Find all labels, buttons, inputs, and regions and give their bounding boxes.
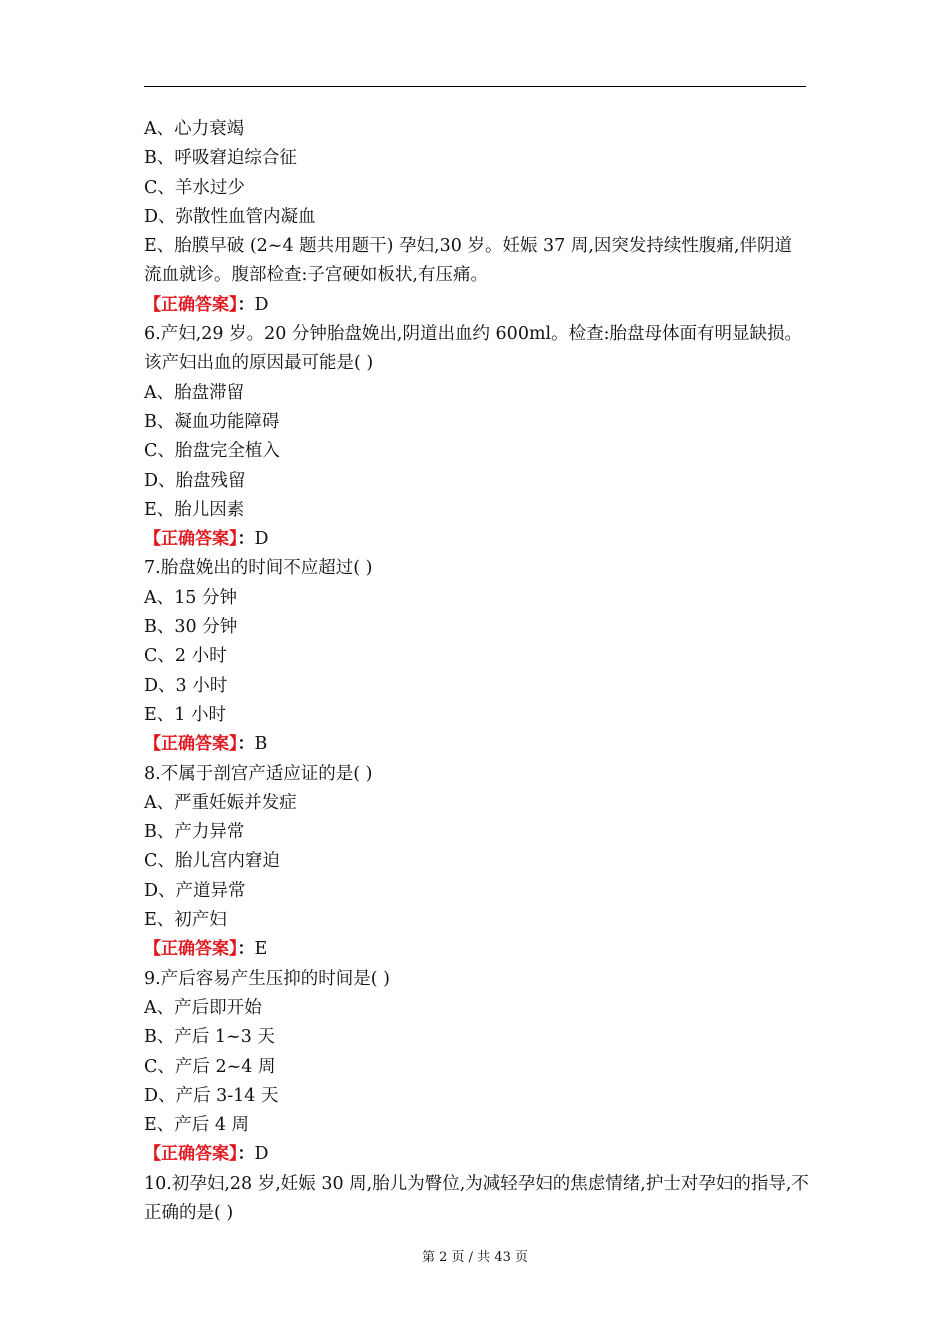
question-7	[144, 554, 809, 759]
correct-answer	[144, 730, 809, 759]
answer-value: E	[254, 939, 268, 960]
option-c: C、羊水过少	[144, 177, 245, 198]
answer-label: 【正确答案】	[144, 294, 238, 315]
answer-value: D	[254, 294, 269, 315]
option-d: D、产后 3-14 天	[144, 1085, 279, 1106]
question-stem: 10.初孕妇,28 岁,妊娠 30 周,胎儿为臀位,为减轻孕妇的焦虑情绪,护士对孕妇的指导,不正确的是( )	[144, 1173, 809, 1223]
answer-colon: ：	[237, 294, 255, 315]
option-a: A、严重妊娠并发症	[144, 792, 297, 813]
answer-colon: ：	[237, 529, 255, 550]
question-stem: 7.胎盘娩出的时间不应超过( )	[144, 558, 373, 579]
option-e: E、产后 4 周	[144, 1115, 250, 1136]
option-e: E、初产妇	[144, 910, 227, 931]
answer-value: B	[254, 734, 268, 755]
option-a: A、胎盘滞留	[144, 382, 245, 403]
answer-value: D	[254, 529, 269, 550]
question-5-tail	[144, 115, 809, 320]
correct-answer	[144, 1140, 809, 1169]
question-stem: 9.产后容易产生压抑的时间是( )	[144, 968, 390, 989]
question-8	[144, 760, 809, 965]
option-a: A、15 分钟	[144, 587, 237, 608]
option-d: D、产道异常	[144, 880, 246, 901]
option-e: E、胎儿因素	[144, 499, 245, 520]
answer-label: 【正确答案】	[144, 529, 238, 550]
page-content	[144, 115, 809, 1228]
option-e: E、胎膜早破 (2~4 题共用题干) 孕妇,30 岁。妊娠 37 周,因突发持续性腹痛,伴阴道流血就诊。腹部检查:子宫硬如板状,有压痛。	[144, 236, 792, 286]
option-c: C、产后 2~4 周	[144, 1056, 276, 1077]
correct-answer	[144, 291, 809, 320]
option-c: C、2 小时	[144, 646, 227, 667]
question-10	[144, 1170, 809, 1229]
option-d: D、胎盘残留	[144, 470, 246, 491]
option-a: A、心力衰竭	[144, 119, 245, 139]
option-c: C、胎儿宫内窘迫	[144, 851, 280, 872]
option-b: B、凝血功能障碍	[144, 411, 280, 432]
page-footer: 第 2 页 / 共 43 页	[422, 1250, 528, 1265]
header-rule	[144, 86, 806, 87]
option-b: B、产力异常	[144, 822, 245, 843]
correct-answer	[144, 525, 809, 554]
option-d: D、3 小时	[144, 675, 228, 696]
question-6	[144, 320, 809, 554]
question-9	[144, 965, 809, 1170]
answer-label: 【正确答案】	[144, 1144, 238, 1165]
answer-label: 【正确答案】	[144, 939, 238, 960]
option-a: A、产后即开始	[144, 997, 262, 1018]
option-b: B、呼吸窘迫综合征	[144, 148, 297, 169]
question-stem: 8.不属于剖宫产适应证的是( )	[144, 763, 373, 784]
option-b: B、30 分钟	[144, 617, 238, 638]
answer-colon: ：	[237, 1144, 255, 1165]
answer-label: 【正确答案】	[144, 734, 238, 755]
option-d: D、弥散性血管内凝血	[144, 206, 316, 227]
correct-answer	[144, 935, 809, 964]
answer-colon: ：	[237, 939, 255, 960]
option-b: B、产后 1~3 天	[144, 1027, 275, 1048]
answer-value: D	[254, 1144, 269, 1165]
option-e: E、1 小时	[144, 704, 226, 725]
question-stem: 6.产妇,29 岁。20 分钟胎盘娩出,阴道出血约 600ml。检查:胎盘母体面有明显缺损。该产妇出血的原因最可能是( )	[144, 324, 803, 374]
option-c: C、胎盘完全植入	[144, 441, 280, 462]
answer-colon: ：	[237, 734, 255, 755]
